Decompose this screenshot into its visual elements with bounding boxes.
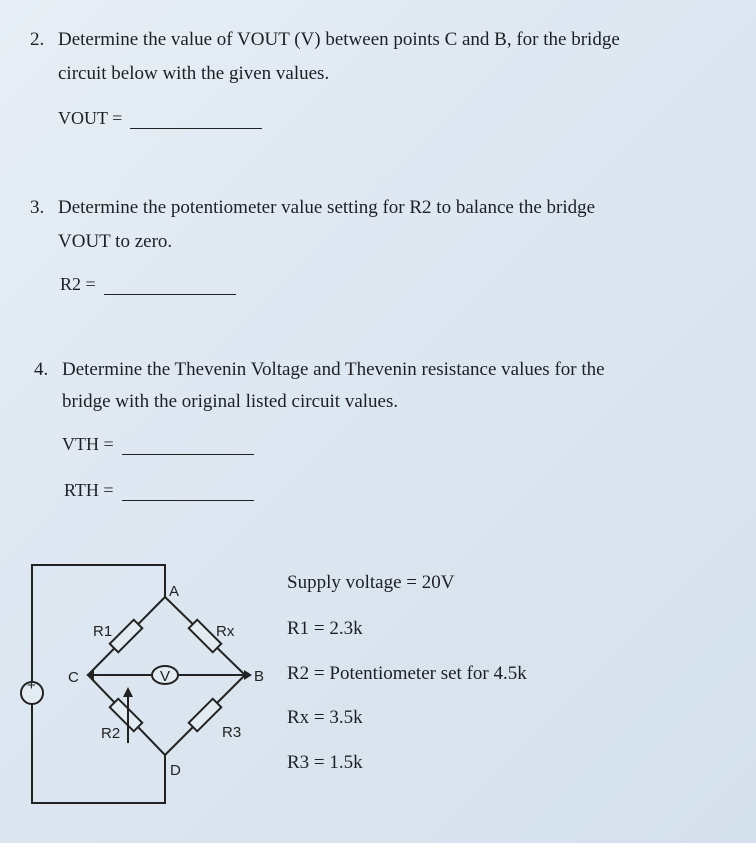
node-label-d: D [170,762,181,779]
answer-label: VOUT = [58,108,123,128]
source-plus-sign: + [27,677,36,694]
rx-value: Rx = 3.5k [287,707,363,728]
answer-blank[interactable] [122,438,254,455]
r1-value: R1 = 2.3k [287,618,363,639]
node-label-c: C [68,669,79,686]
wire-bottom [32,702,165,803]
answer-rth [64,480,254,501]
node-b-arrow [244,670,252,680]
question-number: 3. [30,197,45,218]
answer-label: R2 = [60,274,96,294]
question-number: 4. [34,359,49,380]
question-text-line1: Determine the value of VOUT (V) between points C and B, for the bridge [58,29,620,50]
answer-label: VTH = [62,434,114,454]
resistor-label-r2: R2 [101,725,121,742]
pot-arrow-head [123,687,133,697]
answer-blank[interactable] [130,112,262,129]
voltmeter-label: V [160,668,171,685]
node-label-b: B [254,668,265,685]
supply-voltage: Supply voltage = 20V [287,572,455,593]
question-text-line2: VOUT to zero. [58,231,173,252]
node-label-a: A [169,583,180,600]
resistor-r1 [110,620,143,653]
question-text-line1: Determine the potentiometer value setting for R2 to balance the bridge [58,197,596,218]
answer-r2 [60,274,236,295]
r2-value: R2 = Potentiometer set for 4.5k [287,663,527,684]
question-text-line1: Determine the Thevenin Voltage and Thevenin resistance values for the [62,359,605,380]
answer-blank[interactable] [104,278,236,295]
bridge-circuit-diagram [0,540,280,820]
resistor-label-r1: R1 [93,623,113,640]
resistor-label-rx: Rx [216,623,235,640]
resistor-r3 [189,699,222,732]
r3-value: R3 = 1.5k [287,752,363,773]
question-number: 2. [30,29,45,50]
answer-label: RTH = [64,480,114,500]
question-text-line2: circuit below with the given values. [58,63,330,84]
answer-vth [62,434,254,455]
answer-vout [58,108,262,129]
resistor-label-r3: R3 [222,724,242,741]
question-text-line2: bridge with the original listed circuit values. [62,391,399,412]
answer-blank[interactable] [122,484,254,501]
